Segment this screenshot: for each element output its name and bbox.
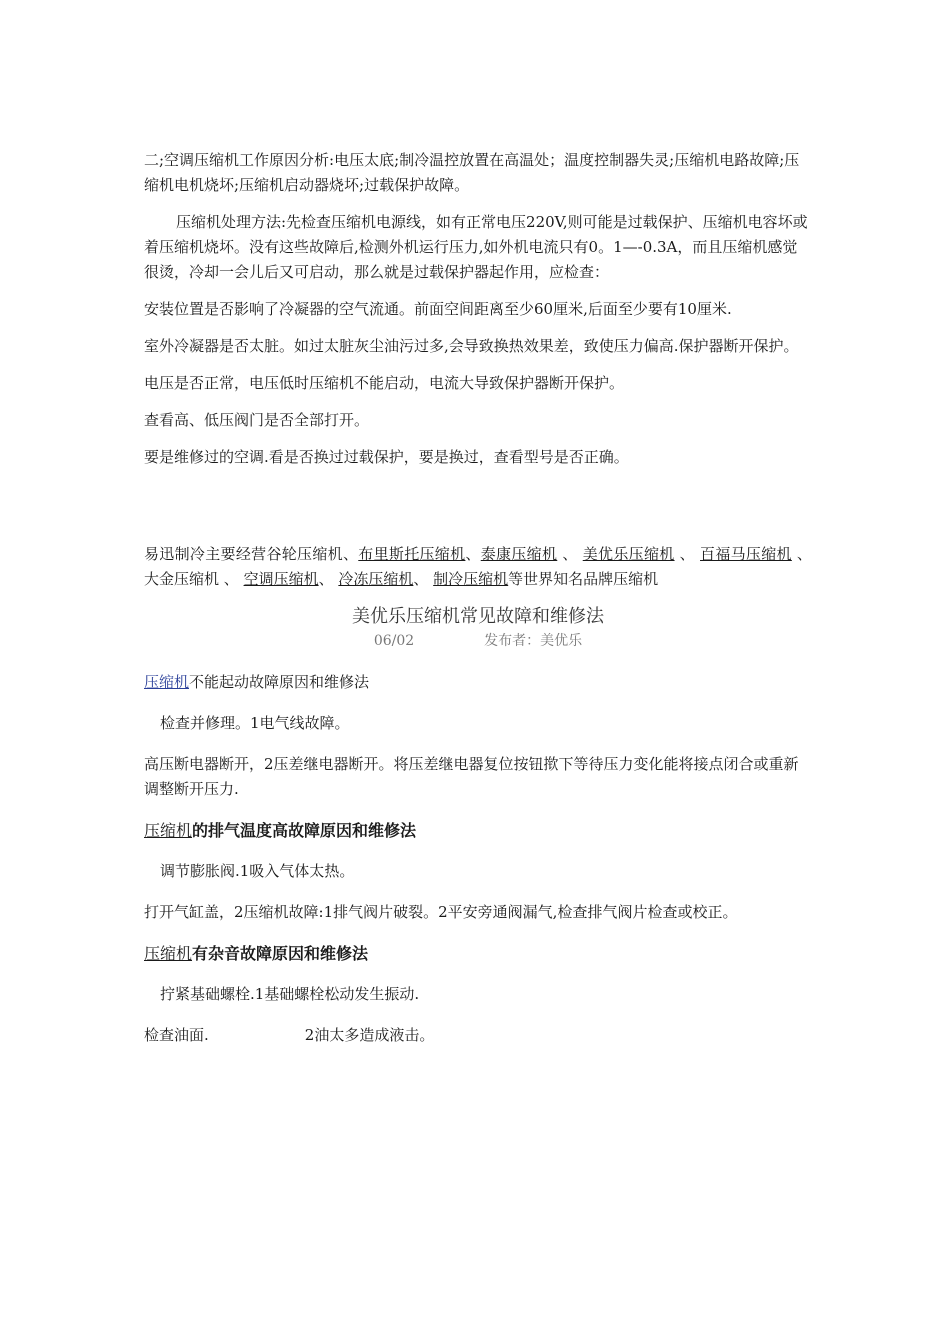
- section-3-line-2: [144, 1023, 812, 1048]
- article-title: 美优乐压缩机常见故障和维修法: [352, 606, 604, 627]
- check-item-4: 查看高、低压阀门是否全部打开。: [144, 411, 370, 429]
- method-paragraph: 压缩机处理方法:先检查压缩机电源线，如有正常电压220V,则可能是过载保护、压缩机电容坏或着压缩机烧坏。没有这些故障后,检测外机运行压力,如外机电流只有0。1—-0.3A，而且压缩机感觉很烫，冷却一会儿后又可启动，那么就是过载保护器起作用，应检查：: [144, 213, 808, 281]
- section-heading-text: 的排气温度高故障原因和维修法: [192, 821, 417, 840]
- check-item-2: 室外冷凝器是否太脏。如过太脏灰尘油污过多,会导致换热效果差，致使压力偏高.保护器断开保护。: [144, 337, 799, 355]
- brands-outro: 等世界知名品牌压缩机: [508, 570, 659, 588]
- article-meta: [144, 630, 812, 652]
- section-3-line-2-a: 检查油面.: [144, 1026, 209, 1044]
- brand-sep: 、: [674, 545, 701, 563]
- section-heading-2: [144, 818, 812, 843]
- article-date: 06/02: [373, 633, 415, 649]
- section-2-line-2: 打开气缸盖，2压缩机故障:1排气阀片破裂。2平安旁通阀漏气,检查排气阀片检查或校正。: [144, 903, 738, 921]
- section-heading-3: [144, 941, 812, 966]
- brand-sep: 、: [219, 570, 244, 588]
- compressor-link[interactable]: 压缩机: [144, 944, 193, 963]
- brands-paragraph: [144, 542, 812, 592]
- article-publisher: 发布者：美优乐: [484, 633, 583, 649]
- section-heading-text: 不能起动故障原因和维修法: [189, 673, 370, 691]
- brand-link-refrigeration[interactable]: 制冷压缩机: [433, 570, 509, 588]
- section-1-line-2: 高压断电器断开，2压差继电器断开。将压差继电器复位按钮揿下等待压力变化能将接点闭合或重新调整断开压力.: [144, 755, 799, 798]
- document-page: [144, 148, 812, 1064]
- brand-link-ac[interactable]: 空调压缩机: [243, 570, 319, 588]
- brand-daikin: 大金压缩机: [144, 570, 220, 588]
- check-item-1: 安装位置是否影响了冷凝器的空气流通。前面空间距离至少60厘米,后面至少要有10厘米.: [144, 300, 732, 318]
- section-3-line-1: 拧紧基础螺栓.1基础螺栓松动发生振动.: [160, 985, 420, 1003]
- analysis-paragraph: 二;空调压缩机工作原因分析:电压太底;制冷温控放置在高温处；温度控制器失灵;压缩机电路故障;压缩机电机烧坏;压缩机启动器烧坏;过载保护故障。: [144, 151, 800, 194]
- brands-intro: 易迅制冷主要经营谷轮压缩机、: [144, 545, 359, 563]
- spacer: [144, 482, 812, 542]
- brand-sep: 、: [413, 570, 434, 588]
- brand-sep: 、: [318, 570, 339, 588]
- brand-link-bristol[interactable]: 布里斯托压缩机: [358, 545, 466, 563]
- section-2-line-1: 调节膨胀阀.1吸入气体太热。: [160, 862, 355, 880]
- section-heading-text: 有杂音故障原因和维修法: [192, 944, 369, 963]
- compressor-link[interactable]: 压缩机: [144, 821, 193, 840]
- check-item-3: 电压是否正常，电压低时压缩机不能启动，电流大导致保护器断开保护。: [144, 374, 625, 392]
- brand-sep: 、: [557, 545, 583, 563]
- brand-link-tecumseh[interactable]: 泰康压缩机: [480, 545, 558, 563]
- brand-link-bitzer[interactable]: 百福马压缩机: [700, 545, 792, 563]
- brand-link-freezer[interactable]: 冷冻压缩机: [338, 570, 414, 588]
- brand-sep: 、: [465, 545, 481, 563]
- section-heading-1: [144, 670, 812, 695]
- brand-link-maneurop[interactable]: 美优乐压缩机: [582, 545, 675, 563]
- section-3-line-2-b: 2油太多造成液击。: [304, 1026, 435, 1044]
- check-item-5: 要是维修过的空调.看是否换过过载保护，要是换过，查看型号是否正确。: [144, 448, 629, 466]
- compressor-link[interactable]: 压缩机: [144, 673, 190, 691]
- brand-sep: 、: [791, 545, 812, 563]
- section-1-line-1: 检查并修理。1电气线故障。: [160, 714, 350, 732]
